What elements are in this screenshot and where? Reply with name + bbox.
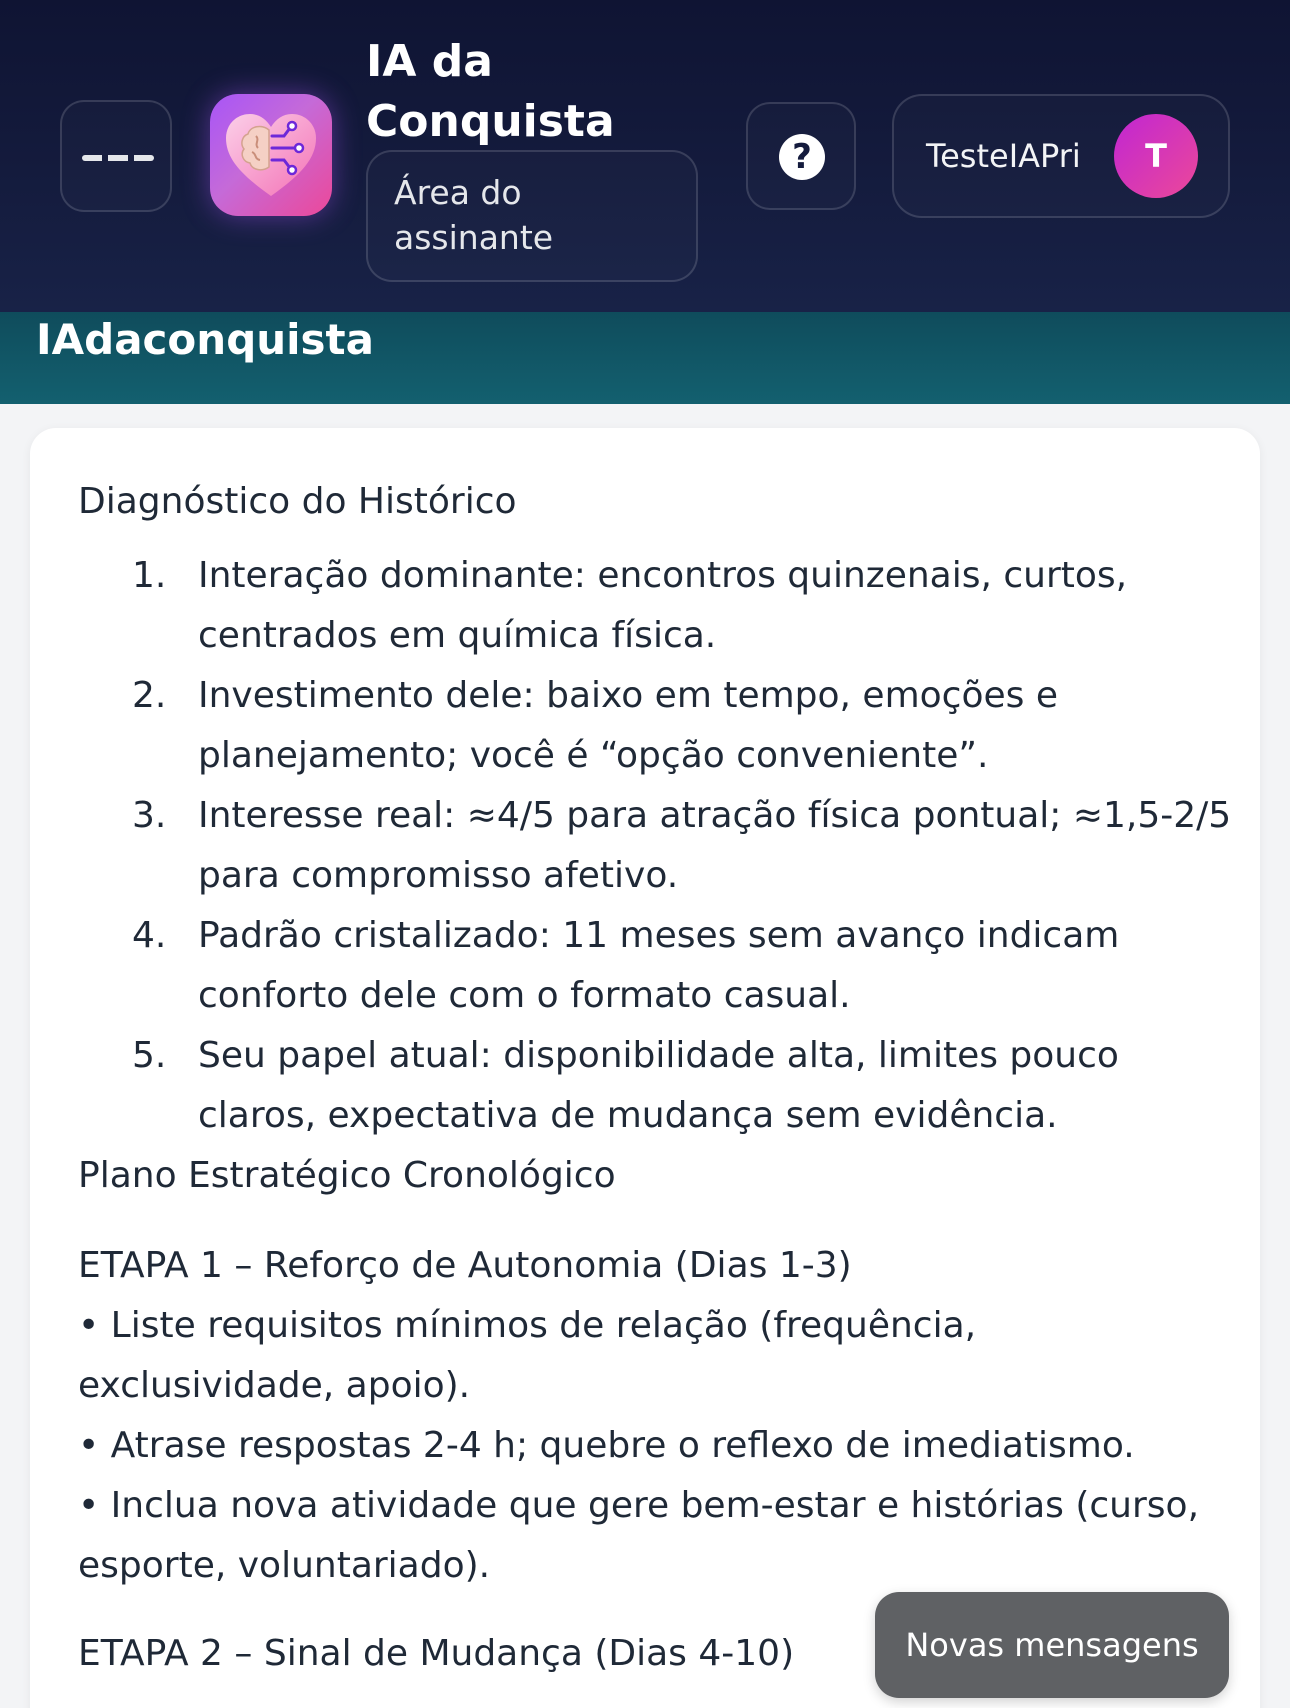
new-messages-button[interactable]: Novas mensagens [875,1592,1229,1698]
list-item [78,906,1238,1026]
app-title: IA da Conquista [366,36,615,147]
app-logo [210,94,332,216]
list-item [78,1026,1238,1146]
step-2-heading: ETAPA 2 – Sinal de Mudança (Dias 4-10) [78,1633,795,1674]
list-item-text: Investimento dele: baixo em tempo, emoções e planejamento; você é “opção conveniente”. [198,675,1058,776]
assistant-name: IAdaconquista [36,315,374,364]
step-1-heading: ETAPA 1 – Reforço de Autonomia (Dias 1-3) [78,1245,852,1286]
user-menu-button[interactable] [892,94,1230,218]
user-name: TesteIAPri [926,137,1081,175]
message-content [78,472,1238,1684]
list-item-text: Interação dominante: encontros quinzenais, curtos, centrados em química física. [198,555,1128,656]
step-1-bullet: • Liste requisitos mínimos de relação (frequência, exclusividade, apoio). [78,1305,977,1406]
list-item [78,666,1238,786]
subscriber-area-button[interactable]: Área do assinante [366,150,698,282]
plan-heading: Plano Estratégico Cronológico [78,1155,616,1196]
avatar: T [1114,114,1198,198]
list-item-number: 5. [132,1035,167,1076]
step-1-bullet: • Inclua nova atividade que gere bem-estar e histórias (curso, esporte, voluntariado). [78,1485,1200,1586]
heart-brain-circuit-logo [210,94,332,216]
list-item [78,546,1238,666]
menu-icon [82,155,154,161]
help-button[interactable] [746,102,856,210]
step-1-bullet: • Atrase respostas 2-4 h; quebre o reflexo de imediatismo. [78,1425,1135,1466]
list-item [78,786,1238,906]
list-item-text: Padrão cristalizado: 11 meses sem avanço indicam conforto dele com o formato casual. [198,915,1120,1016]
diagnosis-heading: Diagnóstico do Histórico [78,481,517,522]
list-item-number: 3. [132,795,167,836]
diagnosis-list [78,546,1238,1146]
menu-button[interactable] [60,100,172,212]
assistant-message-card [30,428,1260,1708]
list-item-number: 2. [132,675,167,716]
app-header [0,0,1290,312]
list-item-number: 1. [132,555,167,596]
list-item-number: 4. [132,915,167,956]
help-icon: ? [779,134,825,180]
list-item-text: Seu papel atual: disponibilidade alta, limites pouco claros, expectativa de mudança sem evidência. [198,1035,1119,1136]
assistant-name-band [0,312,1290,404]
list-item-text: Interesse real: ≈4/5 para atração física pontual; ≈1,5-2/5 para compromisso afetivo. [198,795,1232,896]
